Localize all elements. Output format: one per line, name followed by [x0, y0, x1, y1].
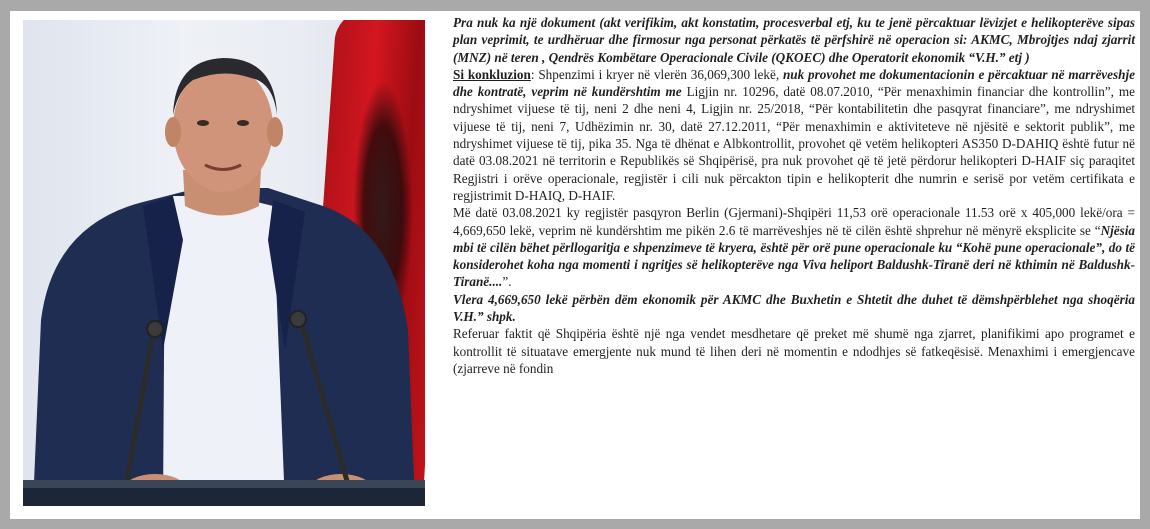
- register-quote: Njësia mbi të cilën bëhet përllogaritja e shpenzimeve të kryera, është për orë pune operacionale ku “Kohë pune operacionale”, do të konsiderohet koha nga momenti i ngritjes së helikopterëve nga Viva heliport Baldushk-Tiranë deri në kthimin në Baldushk-Tiranë....: [453, 222, 1135, 290]
- podium-edge: [23, 480, 425, 488]
- document-frame: [10, 11, 1140, 519]
- conclusion-amount: : Shpenzimi i kryer në vlerën 36,069,300 lekë,: [530, 66, 783, 82]
- register-text: Më datë 03.08.2021 ky regjistër pasqyron Berlin (Gjermani)-Shqipëri 11,53 orë operacionale 11.53 orë x 405,000 lekë/ora = 4,669,650 lekë, veprim në kundërshtim me pikën 2.6 të marrëveshjes në të cilën është shprehur në mënyrë eksplicite se “: [453, 205, 1135, 238]
- conclusion-finding: nuk provohet me dokumentacionin e përcaktuar në marrëveshje dhe kontratë, veprim në kundërshtim me: [453, 66, 1135, 100]
- article-text: [453, 14, 1135, 377]
- paragraph-conclusion: [453, 66, 1135, 204]
- podium: [23, 488, 425, 506]
- conclusion-label: Si konkluzion: [453, 66, 531, 82]
- speaker-photo: [23, 20, 425, 506]
- conclusion-legal-basis: Ligjin nr. 10296, datë 08.07.2010, “Për menaxhimin financiar dhe kontrollin”, me ndryshimet vijuese të tij, neni 2 dhe neni 4, Ligjin nr. 25/2018, “Për kontabilitetin dhe pasqyrat financiare”, me ndryshimet vijuese të tij, neni 7, Udhëzimin nr. 30, datë 27.12.2011, “Për menaxhimin e aktiviteteve në njësitë e sektorit publik”, me ndryshimet vijuese të tij, pika 35. Nga të dhënat e Albkontrollit, provohet që vetëm helikopteri AS350 D-DAHIQ është futur në datë 03.08.2021 në territorin e Republikës së Shqipërisë, pra nuk provohet që të jetë përdorur helikopteri D-HAIF siç paraqitet Regjistri i orëve operacionale, regjistër i cili nuk përcakton tipin e helikopterit dhe numrin e serisë por vetëm certifikata e regjistrimit D-HAIQ, D-HAIF.: [453, 84, 1135, 203]
- left-microphone-icon: [146, 320, 164, 338]
- register-quote-end: ”.: [502, 274, 512, 290]
- paragraph-documents: Pra nuk ka një dokument (akt verifikim, akt konstatim, procesverbal etj, ku te jenë përcaktuar lëvizjet e helikopterëve sipas plan veprimit, te urdhëruar dhe firmosur nga personat përkatës të përfshirë në operacion si: AKMC, Mbrojtjes ndaj zjarrit (MNZ) në teren , Qendrës Kombëtare Operacionale Civile (QKOEC) dhe Operatorit ekonomik “V.H.” etj ): [453, 15, 1135, 65]
- paragraph-emergency: Referuar faktit që Shqipëria është një nga vendet mesdhetare që preket më shumë nga zjarret, planifikimi apo programet e kontrollit të situatave emergjente nuk mund të lihen deri në momentin e ndodhjes së fatkeqësisë. Menaxhimi i emergjencave (zjarreve në fondin: [453, 326, 1135, 376]
- speaker-figure: [23, 20, 425, 506]
- paragraph-damage: Vlera 4,669,650 lekë përbën dëm ekonomik për AKMC dhe Buxhetin e Shtetit dhe duhet të dëmshpërblehet nga shoqëria V.H.” shpk.: [453, 291, 1135, 325]
- right-microphone-icon: [289, 310, 307, 328]
- paragraph-register: [453, 204, 1135, 290]
